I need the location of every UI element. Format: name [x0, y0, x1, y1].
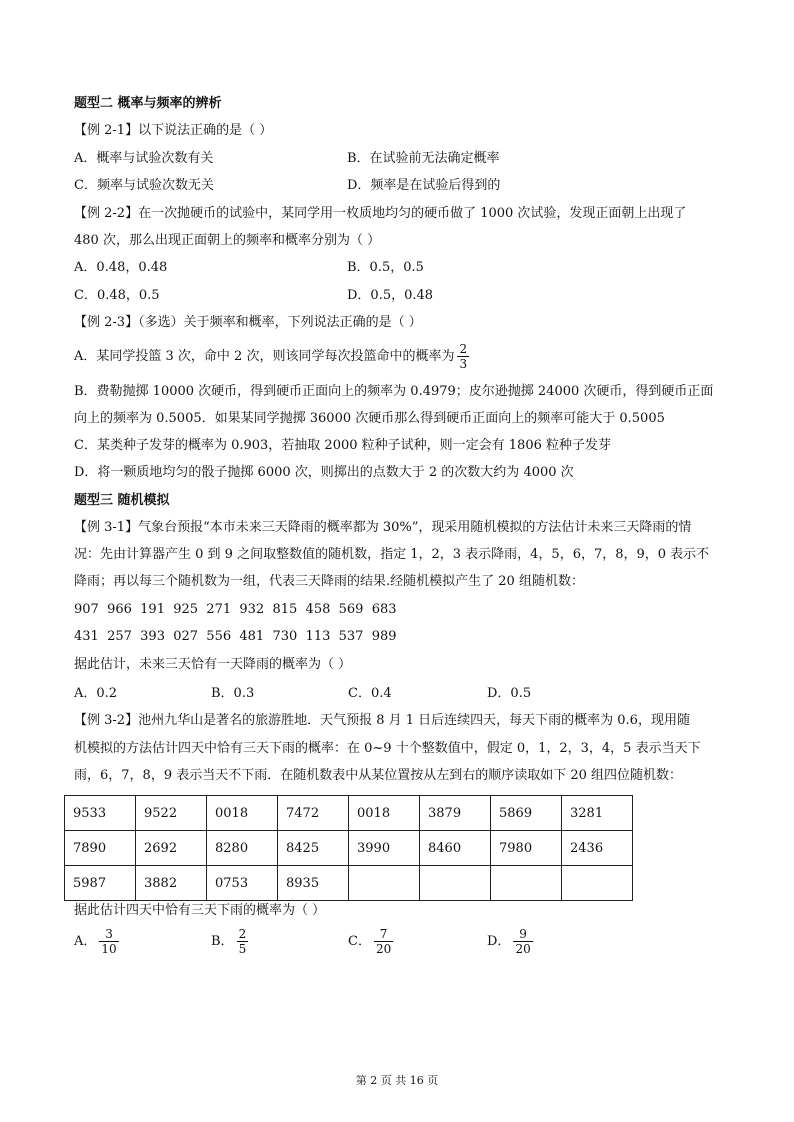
example-3-2-option-d — [487, 927, 536, 956]
fraction-numerator: 9 — [513, 927, 532, 942]
option-label: D． — [487, 934, 511, 949]
fraction-denominator: 20 — [375, 942, 392, 956]
table-cell: 7980 — [491, 831, 562, 866]
example-2-2-stem-line1: 【例 2-2】在一次抛硬币的试验中，某同学用一枚质地均匀的硬币做了 1000 次试验，发现正面朝上出现了 — [74, 206, 687, 221]
table-cell: 8935 — [278, 866, 349, 901]
example-2-1-option-d: D．频率是在试验后得到的 — [347, 178, 501, 193]
example-3-1-stem-line1: 【例 3-1】气象台预报“本市未来三天降雨的概率都为 30%”，现采用随机模拟的方法估计未来三天降雨的情 — [74, 520, 692, 535]
example-2-3-option-a-text: A．某同学投篮 3 次，命中 2 次，则该同学每次投篮命中的概率为 — [74, 349, 455, 364]
section-title-3: 题型三 随机模拟 — [74, 493, 170, 508]
table-cell: 3879 — [420, 796, 491, 831]
example-2-2-option-d: D．0.5，0.48 — [347, 288, 434, 303]
table-cell: 2436 — [562, 831, 633, 866]
example-3-1-question: 据此估计，未来三天恰有一天降雨的概率为（ ） — [74, 657, 352, 672]
example-2-1-option-b: B．在试验前无法确定概率 — [347, 151, 500, 166]
fraction — [374, 927, 393, 956]
table-cell: 8425 — [278, 831, 349, 866]
example-3-2-stem-line2: 机模拟的方法估计四天中恰有三天下雨的概率：在 0~9 十个整数值中，假定 0，1，2，3，4，5 表示当天下 — [74, 741, 701, 756]
fraction — [513, 927, 532, 956]
example-2-3-stem: 【例 2-3】（多选）关于频率和概率，下列说法正确的是（ ） — [74, 315, 422, 330]
example-3-2-option-c — [348, 927, 396, 956]
example-2-2-option-a: A．0.48，0.48 — [74, 260, 168, 275]
example-2-3-option-b-line1: B．费勒抛掷 10000 次硬币，得到硬币正面向上的频率为 0.4979；皮尔逊抛掷 24000 次硬币，得到硬币正面 — [74, 384, 714, 399]
table-cell: 3882 — [136, 866, 207, 901]
example-3-1-stem-line3: 降雨；再以每三个随机数为一组，代表三天降雨的结果.经随机模拟产生了 20 组随机数： — [74, 574, 584, 589]
example-3-2-stem-line3: 雨，6，7，8，9 表示当天不下雨．在随机数表中从某位置按从左到右的顺序读取如下 20 组四位随机数： — [74, 768, 683, 783]
table-cell: 0018 — [349, 796, 420, 831]
table-cell: 7890 — [65, 831, 136, 866]
table-cell: 5987 — [65, 866, 136, 901]
random-number-table — [64, 795, 633, 901]
fraction-denominator: 5 — [238, 942, 247, 956]
table-cell: 3990 — [349, 831, 420, 866]
table-cell: 8280 — [207, 831, 278, 866]
fraction-denominator: 20 — [515, 942, 531, 956]
example-2-1-option-a: A．概率与试验次数有关 — [74, 151, 214, 166]
section-title-2: 题型二 概率与频率的辨析 — [74, 96, 222, 111]
table-cell — [491, 866, 562, 901]
example-3-2-stem-line1: 【例 3-2】池州九华山是著名的旅游胜地．天气预报 8 月 1 日后连续四天，每天下雨的概率为 0.6，现用随 — [74, 713, 690, 728]
table-cell — [420, 866, 491, 901]
option-label: C． — [348, 934, 371, 949]
example-2-1-option-c: C．频率与试验次数无关 — [74, 178, 214, 193]
fraction-denominator: 10 — [101, 942, 117, 956]
table-row — [65, 866, 633, 901]
table-cell: 0018 — [207, 796, 278, 831]
table-cell: 8460 — [420, 831, 491, 866]
table-cell: 2692 — [136, 831, 207, 866]
table-row — [65, 796, 633, 831]
example-3-1-stem-line2: 况：先由计算器产生 0 到 9 之间取整数值的随机数，指定 1，2，3 表示降雨，4，5，6，7，8，9，0 表示不 — [74, 547, 710, 562]
table-row — [65, 831, 633, 866]
random-numbers-row2: 431 257 393 027 556 481 730 113 537 989 — [74, 629, 397, 644]
example-3-1-option-b: B．0.3 — [211, 686, 255, 701]
example-3-1-option-a: A．0.2 — [74, 686, 118, 701]
example-2-3-option-c: C．某类种子发芽的概率为 0.903，若抽取 2000 粒种子试种，则一定会有 1806 粒种子发芽 — [74, 438, 611, 453]
example-2-2-option-b: B．0.5，0.5 — [347, 260, 424, 275]
fraction-numerator: 3 — [99, 927, 118, 942]
table-cell — [562, 866, 633, 901]
example-2-1-stem: 【例 2-1】以下说法正确的是（ ） — [74, 123, 273, 138]
table-cell: 9522 — [136, 796, 207, 831]
table-cell: 3281 — [562, 796, 633, 831]
table-cell: 0753 — [207, 866, 278, 901]
fraction-numerator: 2 — [459, 342, 468, 356]
example-2-3-option-a — [74, 340, 472, 374]
example-2-3-option-b-line2: 向上的频率为 0.5005．如果某同学抛掷 36000 次硬币那么得到硬币正面向上的频率可能大于 0.5005 — [74, 411, 665, 426]
example-3-1-option-d: D．0.5 — [487, 686, 532, 701]
option-label: B． — [211, 934, 234, 949]
example-2-2-option-c: C．0.48，0.5 — [74, 288, 160, 303]
page-footer: 第 2 页 共 16 页 — [355, 1074, 439, 1087]
random-numbers-row1: 907 966 191 925 271 932 815 458 569 683 — [74, 602, 397, 617]
fraction — [237, 927, 249, 956]
example-3-2-option-a — [74, 927, 122, 956]
example-2-2-stem-line2: 480 次，那么出现正面朝上的频率和概率分别为（ ） — [74, 233, 381, 248]
fraction — [99, 927, 118, 956]
example-3-2-option-b — [211, 927, 251, 956]
fraction-denominator: 3 — [459, 357, 468, 371]
fraction-numerator: 2 — [238, 927, 247, 941]
example-3-1-option-c: C．0.4 — [348, 686, 392, 701]
table-cell: 9533 — [65, 796, 136, 831]
fraction-numerator: 7 — [374, 927, 393, 942]
example-2-3-option-d: D．将一颗质地均匀的骰子抛掷 6000 次，则掷出的点数大于 2 的次数大约为 4000 次 — [74, 465, 574, 480]
option-label: A． — [74, 934, 97, 949]
fraction — [457, 342, 469, 371]
table-cell: 7472 — [278, 796, 349, 831]
table-cell — [349, 866, 420, 901]
table-cell: 5869 — [491, 796, 562, 831]
example-3-2-question: 据此估计四天中恰有三天下雨的概率为（ ） — [74, 903, 326, 918]
